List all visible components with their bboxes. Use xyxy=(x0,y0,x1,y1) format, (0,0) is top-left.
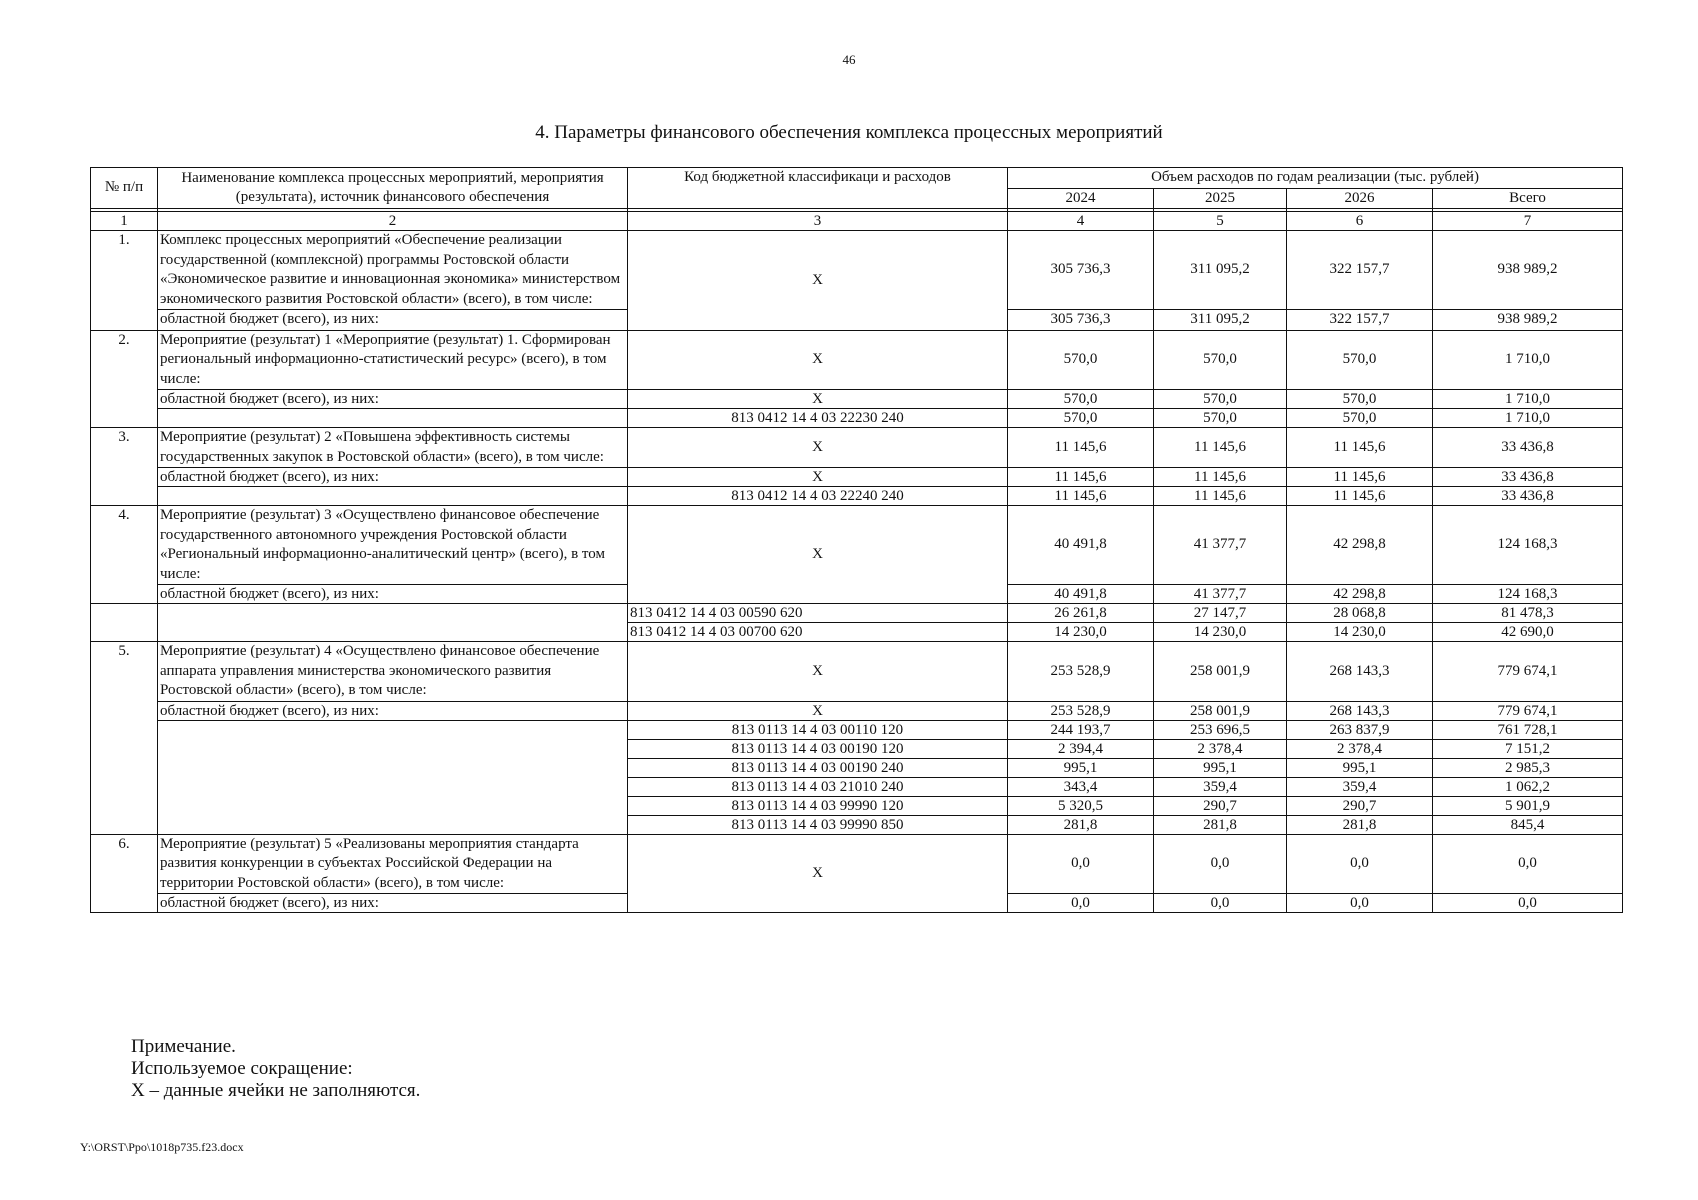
sub-code: 813 0113 14 4 03 00190 240 xyxy=(628,758,1008,777)
value-2025: 258 001,9 xyxy=(1154,642,1287,702)
row-name: Мероприятие (результат) 5 «Реализованы мероприятия стандарта развития конкуренции в субъектах Российской Федерации на территории Ростовской области» (всего), в том числе: xyxy=(158,834,628,894)
value-2026: 268 143,3 xyxy=(1287,701,1433,720)
value-2025: 27 147,7 xyxy=(1154,604,1287,623)
budget-label: областной бюджет (всего), из них: xyxy=(158,310,628,331)
value-total: 124 168,3 xyxy=(1433,506,1623,585)
value-2025: 11 145,6 xyxy=(1154,468,1287,487)
empty-cell xyxy=(158,487,628,506)
table-row xyxy=(91,428,1623,468)
row-name: Мероприятие (результат) 1 «Мероприятие (результат) 1. Сформирован региональный информационно-статистический ресурс» (всего), в том числе: xyxy=(158,330,628,390)
value-2024: 40 491,8 xyxy=(1008,585,1154,604)
value-2026: 0,0 xyxy=(1287,834,1433,894)
sub-code: 813 0412 14 4 03 00590 620 xyxy=(628,604,1008,623)
value-2025: 41 377,7 xyxy=(1154,585,1287,604)
value-2025: 2 378,4 xyxy=(1154,739,1287,758)
value-2026: 263 837,9 xyxy=(1287,720,1433,739)
budget-label: областной бюджет (всего), из них: xyxy=(158,390,628,409)
budget-label: областной бюджет (всего), из них: xyxy=(158,894,628,913)
empty-cell xyxy=(91,604,158,642)
value-2024: 14 230,0 xyxy=(1008,623,1154,642)
value-2026: 322 157,7 xyxy=(1287,310,1433,331)
value-total: 845,4 xyxy=(1433,815,1623,834)
value-2025: 359,4 xyxy=(1154,777,1287,796)
colnum: 2 xyxy=(158,212,628,231)
value-2026: 42 298,8 xyxy=(1287,585,1433,604)
value-total: 779 674,1 xyxy=(1433,642,1623,702)
table-header-row xyxy=(91,168,1623,189)
value-2024: 5 320,5 xyxy=(1008,796,1154,815)
value-2026: 995,1 xyxy=(1287,758,1433,777)
value-2025: 570,0 xyxy=(1154,330,1287,390)
budget-code: X xyxy=(628,701,1008,720)
table-row-sub xyxy=(91,409,1623,428)
value-2026: 2 378,4 xyxy=(1287,739,1433,758)
colnum: 6 xyxy=(1287,212,1433,231)
value-2026: 570,0 xyxy=(1287,390,1433,409)
budget-label: областной бюджет (всего), из них: xyxy=(158,585,628,604)
value-2025: 290,7 xyxy=(1154,796,1287,815)
value-2026: 570,0 xyxy=(1287,330,1433,390)
table-row xyxy=(91,330,1623,390)
header-total: Всего xyxy=(1433,188,1623,209)
header-year-2025: 2025 xyxy=(1154,188,1287,209)
colnum: 3 xyxy=(628,212,1008,231)
value-2024: 995,1 xyxy=(1008,758,1154,777)
value-2025: 11 145,6 xyxy=(1154,428,1287,468)
value-2025: 11 145,6 xyxy=(1154,487,1287,506)
value-2025: 570,0 xyxy=(1154,390,1287,409)
document-title: 4. Параметры финансового обеспечения комплекса процессных мероприятий xyxy=(535,122,1163,143)
value-2024: 0,0 xyxy=(1008,894,1154,913)
row-code: X xyxy=(628,428,1008,468)
value-total: 1 710,0 xyxy=(1433,409,1623,428)
value-2024: 570,0 xyxy=(1008,390,1154,409)
value-2024: 253 528,9 xyxy=(1008,642,1154,702)
value-2025: 311 095,2 xyxy=(1154,231,1287,310)
value-2024: 0,0 xyxy=(1008,834,1154,894)
table-row xyxy=(91,506,1623,585)
value-2026: 28 068,8 xyxy=(1287,604,1433,623)
row-code: X xyxy=(628,642,1008,702)
empty-cell xyxy=(158,409,628,428)
value-total: 761 728,1 xyxy=(1433,720,1623,739)
column-numbers-row xyxy=(91,212,1623,231)
table-row-sub xyxy=(91,604,1623,623)
sub-code: 813 0113 14 4 03 99990 850 xyxy=(628,815,1008,834)
value-2025: 570,0 xyxy=(1154,409,1287,428)
financing-table xyxy=(90,167,1623,913)
value-total: 1 710,0 xyxy=(1433,390,1623,409)
value-2026: 0,0 xyxy=(1287,894,1433,913)
value-2026: 290,7 xyxy=(1287,796,1433,815)
footer-file-path: Y:\ORST\Ppo\1018p735.f23.docx xyxy=(80,1140,244,1154)
value-2025: 311 095,2 xyxy=(1154,310,1287,331)
note-abbreviation-x: X – данные ячейки не заполняются. xyxy=(131,1080,421,1101)
value-2025: 14 230,0 xyxy=(1154,623,1287,642)
value-2024: 244 193,7 xyxy=(1008,720,1154,739)
value-total: 0,0 xyxy=(1433,894,1623,913)
row-code: X xyxy=(628,330,1008,390)
value-2024: 570,0 xyxy=(1008,330,1154,390)
sub-code: 813 0113 14 4 03 99990 120 xyxy=(628,796,1008,815)
row-number: 5. xyxy=(91,642,158,835)
table-row-budget xyxy=(91,701,1623,720)
sub-code: 813 0113 14 4 03 21010 240 xyxy=(628,777,1008,796)
value-total: 124 168,3 xyxy=(1433,585,1623,604)
value-total: 938 989,2 xyxy=(1433,310,1623,331)
colnum: 4 xyxy=(1008,212,1154,231)
value-2026: 42 298,8 xyxy=(1287,506,1433,585)
sub-code: 813 0113 14 4 03 00190 120 xyxy=(628,739,1008,758)
table-row xyxy=(91,834,1623,894)
value-2026: 570,0 xyxy=(1287,409,1433,428)
header-volume: Объем расходов по годам реализации (тыс. рублей) xyxy=(1008,168,1623,189)
value-2026: 11 145,6 xyxy=(1287,428,1433,468)
value-2024: 253 528,9 xyxy=(1008,701,1154,720)
value-2026: 322 157,7 xyxy=(1287,231,1433,310)
value-2025: 995,1 xyxy=(1154,758,1287,777)
value-total: 0,0 xyxy=(1433,834,1623,894)
value-2024: 2 394,4 xyxy=(1008,739,1154,758)
table-row xyxy=(91,642,1623,702)
row-code: X xyxy=(628,506,1008,604)
value-2024: 11 145,6 xyxy=(1008,468,1154,487)
budget-label: областной бюджет (всего), из них: xyxy=(158,468,628,487)
value-2024: 305 736,3 xyxy=(1008,310,1154,331)
header-no: № п/п xyxy=(91,168,158,209)
table-row xyxy=(91,231,1623,310)
empty-cell xyxy=(158,720,628,834)
value-2025: 41 377,7 xyxy=(1154,506,1287,585)
value-total: 5 901,9 xyxy=(1433,796,1623,815)
header-year-2024: 2024 xyxy=(1008,188,1154,209)
value-2024: 26 261,8 xyxy=(1008,604,1154,623)
value-2025: 281,8 xyxy=(1154,815,1287,834)
row-name: Мероприятие (результат) 3 «Осуществлено финансовое обеспечение государственного автономного учреждения Ростовской области «Региональный информационно-аналитический центр» (всего), в том числе: xyxy=(158,506,628,585)
table-row-sub xyxy=(91,720,1623,739)
sub-code: 813 0412 14 4 03 22240 240 xyxy=(628,487,1008,506)
value-total: 2 985,3 xyxy=(1433,758,1623,777)
value-total: 42 690,0 xyxy=(1433,623,1623,642)
row-number: 2. xyxy=(91,330,158,428)
value-total: 33 436,8 xyxy=(1433,428,1623,468)
value-total: 938 989,2 xyxy=(1433,231,1623,310)
value-2026: 268 143,3 xyxy=(1287,642,1433,702)
value-2024: 11 145,6 xyxy=(1008,428,1154,468)
header-year-2026: 2026 xyxy=(1287,188,1433,209)
header-name: Наименование комплекса процессных мероприятий, мероприятия (результата), источник финансового обеспечения xyxy=(158,168,628,209)
value-2025: 253 696,5 xyxy=(1154,720,1287,739)
value-2024: 11 145,6 xyxy=(1008,487,1154,506)
value-2026: 11 145,6 xyxy=(1287,468,1433,487)
colnum: 5 xyxy=(1154,212,1287,231)
value-total: 33 436,8 xyxy=(1433,468,1623,487)
value-2026: 359,4 xyxy=(1287,777,1433,796)
budget-code: X xyxy=(628,390,1008,409)
row-name: Мероприятие (результат) 2 «Повышена эффективность системы государственных закупок в Ростовской области» (всего), в том числе: xyxy=(158,428,628,468)
value-total: 81 478,3 xyxy=(1433,604,1623,623)
empty-cell xyxy=(158,604,628,642)
header-code: Код бюджетной классификаци и расходов xyxy=(628,168,1008,209)
value-total: 1 062,2 xyxy=(1433,777,1623,796)
budget-label: областной бюджет (всего), из них: xyxy=(158,701,628,720)
table-row-sub xyxy=(91,487,1623,506)
row-code: X xyxy=(628,231,1008,331)
value-2025: 0,0 xyxy=(1154,894,1287,913)
table-row-budget xyxy=(91,468,1623,487)
row-number: 4. xyxy=(91,506,158,604)
value-2026: 14 230,0 xyxy=(1287,623,1433,642)
note-heading: Примечание. xyxy=(131,1036,236,1057)
budget-code: X xyxy=(628,468,1008,487)
sub-code: 813 0113 14 4 03 00110 120 xyxy=(628,720,1008,739)
page-number: 46 xyxy=(842,52,856,67)
row-number: 6. xyxy=(91,834,158,913)
row-code: X xyxy=(628,834,1008,913)
value-total: 779 674,1 xyxy=(1433,701,1623,720)
notes xyxy=(131,1036,420,1102)
row-name: Мероприятие (результат) 4 «Осуществлено финансовое обеспечение аппарата управления министерства экономического развития Ростовской области» (всего), в том числе: xyxy=(158,642,628,702)
value-2026: 11 145,6 xyxy=(1287,487,1433,506)
sub-code: 813 0412 14 4 03 00700 620 xyxy=(628,623,1008,642)
row-number: 1. xyxy=(91,231,158,331)
value-2026: 281,8 xyxy=(1287,815,1433,834)
value-2024: 305 736,3 xyxy=(1008,231,1154,310)
row-number: 3. xyxy=(91,428,158,506)
value-2024: 570,0 xyxy=(1008,409,1154,428)
note-abbreviation-label: Используемое сокращение: xyxy=(131,1058,353,1079)
value-2024: 281,8 xyxy=(1008,815,1154,834)
value-total: 7 151,2 xyxy=(1433,739,1623,758)
value-2025: 258 001,9 xyxy=(1154,701,1287,720)
colnum: 1 xyxy=(91,212,158,231)
value-2024: 40 491,8 xyxy=(1008,506,1154,585)
value-total: 1 710,0 xyxy=(1433,330,1623,390)
value-total: 33 436,8 xyxy=(1433,487,1623,506)
table-row-budget xyxy=(91,390,1623,409)
sub-code: 813 0412 14 4 03 22230 240 xyxy=(628,409,1008,428)
value-2025: 0,0 xyxy=(1154,834,1287,894)
row-name: Комплекс процессных мероприятий «Обеспечение реализации государственной (комплексной) программы Ростовской области «Экономическое развитие и инновационная экономика» министерством экономического развития Ростовской области» (всего), в том числе: xyxy=(158,231,628,310)
colnum: 7 xyxy=(1433,212,1623,231)
value-2024: 343,4 xyxy=(1008,777,1154,796)
